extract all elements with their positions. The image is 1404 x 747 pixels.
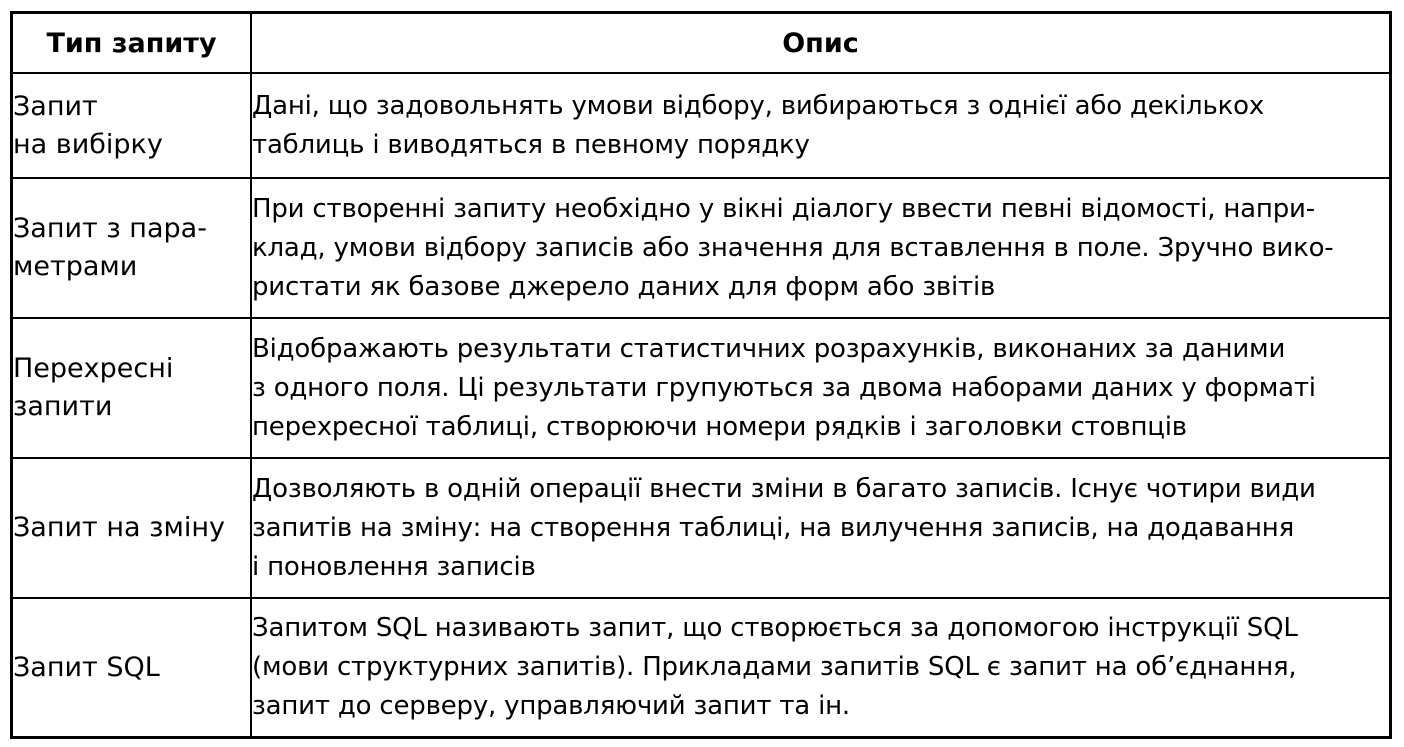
query-type-text: Перехресні	[13, 353, 174, 384]
description-cell	[251, 318, 1389, 458]
description-text: ристати як базове джерело даних для форм або звітів	[252, 271, 996, 302]
query-type-cell	[13, 458, 251, 598]
description-cell	[251, 598, 1389, 736]
query-types-table	[13, 14, 1389, 736]
description-text: з одного поля. Ці результати групуються за двома наборами даних у форматі	[252, 372, 1316, 403]
query-type-text: Запит на зміну	[13, 512, 226, 543]
description-text: Запитом SQL називають запит, що створюється за допомогою інструкції SQL	[252, 613, 1298, 643]
query-type-cell	[13, 178, 251, 318]
description-cell	[251, 458, 1389, 598]
description-text: Дозволяють в одній операції внести зміни в багато записів. Існує чотири види	[252, 473, 1316, 504]
description-text: перехресної таблиці, створюючи номери рядків і заголовки стовпців	[252, 411, 1187, 442]
query-type-text: запити	[13, 391, 113, 422]
table-header-row	[13, 14, 1389, 73]
header-query-type: Тип запиту	[13, 14, 251, 73]
description-text: і поновлення записів	[252, 551, 536, 582]
table-row	[13, 458, 1389, 598]
description-text: (мови структурних запитів). Прикладами запитів SQL є запит на об’єднання,	[252, 652, 1297, 682]
description-text: запитів на зміну: на створення таблиці, на вилучення записів, на додавання	[252, 512, 1295, 543]
description-text: При створенні запиту необхідно у вікні діалогу ввести певні відомості, напри-	[252, 193, 1315, 224]
query-type-cell	[13, 73, 251, 178]
query-type-text: Запит	[13, 90, 98, 122]
table-row	[13, 318, 1389, 458]
query-type-text: на вибірку	[13, 128, 163, 160]
description-text: Дані, що задовольнять умови відбору, вибираються з однієї або декількох	[252, 90, 1265, 121]
table-row	[13, 178, 1389, 318]
description-cell	[251, 178, 1389, 318]
query-types-table-frame	[10, 11, 1392, 739]
description-text: таблиць і виводяться в певному порядку	[252, 129, 810, 160]
query-type-text: Запит з пара-	[13, 213, 207, 244]
description-cell	[251, 73, 1389, 178]
table-row	[13, 598, 1389, 736]
query-type-text: Запит SQL	[13, 651, 160, 683]
query-type-text: метрами	[13, 251, 138, 282]
description-text: клад, умови відбору записів або значення для вставлення в поле. Зручно вико-	[252, 232, 1334, 263]
description-text: Відображають результати статистичних розрахунків, виконаних за даними	[252, 333, 1286, 364]
description-text: запит до серверу, управляючий запит та ін.	[252, 691, 850, 721]
query-type-cell	[13, 598, 251, 736]
query-type-cell	[13, 318, 251, 458]
table-row	[13, 73, 1389, 178]
header-description: Опис	[251, 14, 1389, 73]
